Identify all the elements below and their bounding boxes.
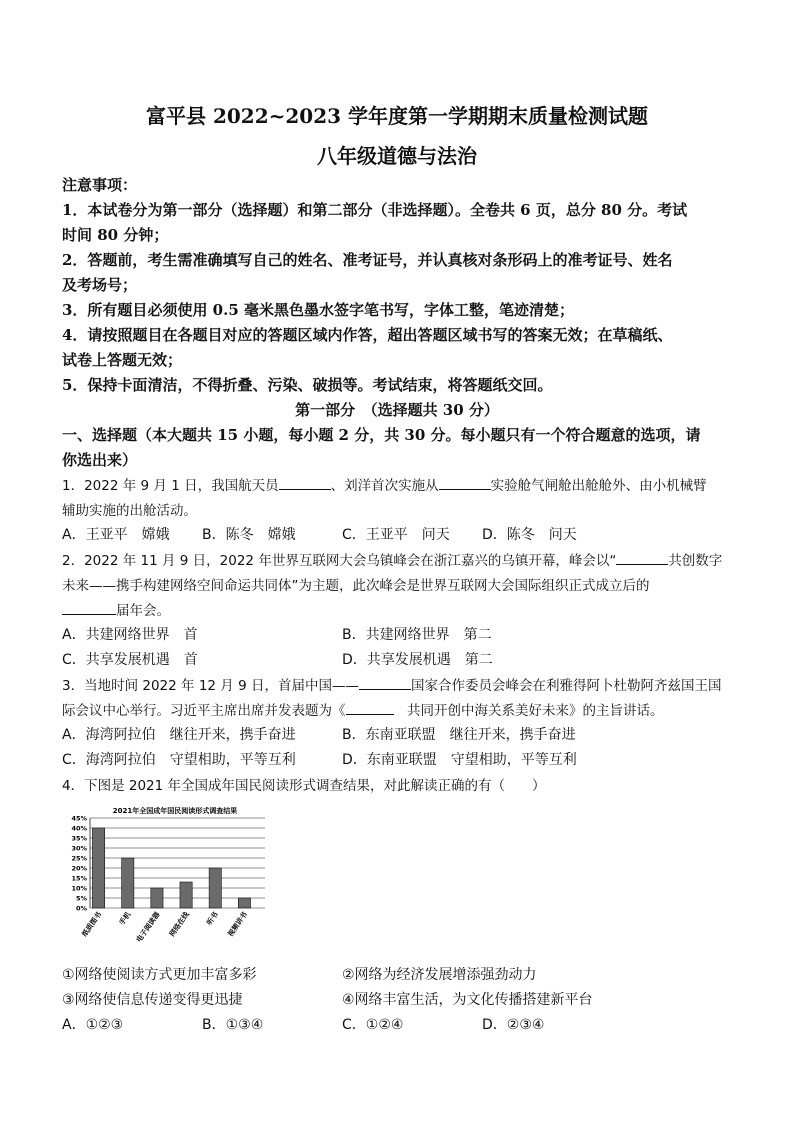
q3-option-d: D．东南亚联盟 守望相助，平等互利 <box>342 752 577 768</box>
section-heading-cont: 你选出来） <box>62 451 138 469</box>
question-2-stem: 2．2022 年 11 月 9 日，2022 年世界互联网大会乌镇峰会在浙江嘉兴的乌镇开幕，峰会以“ 共创数字 <box>62 549 722 569</box>
q2-option-a: A．共建网络世界 首 <box>62 627 198 643</box>
question-1-stem: 1．2022 年 9 月 1 日，我国航天员 、刘洋首次实施从 实验舱气闸舱出舱舱外、由小机械臂 <box>62 474 707 494</box>
y-tick-label: 30% <box>71 844 87 853</box>
y-tick-label: 0% <box>75 904 87 913</box>
answer-blank <box>62 600 116 615</box>
note-line: 5．保持卡面清洁，不得折叠、污染、破损等。考试结束，将答题纸交回。 <box>62 376 553 394</box>
section-heading: 一、选择题（本大题共 15 小题，每小题 2 分，共 30 分。每小题只有一个符合题意的选项，请 <box>62 426 701 444</box>
q3-option-b: B．东南亚联盟 继往开来，携手奋进 <box>342 727 576 743</box>
note-line: 及考场号； <box>62 276 138 294</box>
note-line: 试卷上答题无效； <box>62 351 183 369</box>
note-line: 4．请按照题目在各题目对应的答题区域内作答，超出答题区域书写的答案无效；在草稿纸、 <box>62 326 673 344</box>
y-tick-label: 5% <box>75 894 87 903</box>
x-tick-label: 视频讲书 <box>226 910 250 939</box>
q2-option-b: B．共建网络世界 第二 <box>342 627 492 643</box>
answer-blank <box>279 475 331 490</box>
q1-option-d: D．陈冬 问天 <box>482 527 577 543</box>
x-tick-label: 纸质图书 <box>80 910 104 939</box>
q3-option-a: A．海湾阿拉伯 继往开来，携手奋进 <box>62 727 296 743</box>
y-tick-label: 20% <box>71 864 87 873</box>
y-tick-label: 25% <box>71 854 87 863</box>
part1-heading: 第一部分 （选择题共 30 分） <box>295 401 499 419</box>
y-tick-label: 45% <box>71 814 87 823</box>
x-tick-label: 网络在线 <box>168 910 191 939</box>
question-4-stem: 4．下图是 2021 年全国成年国民阅读形式调查结果，对此解读正确的有（ ） <box>62 778 546 794</box>
q3-option-c: C．海湾阿拉伯 守望相助，平等互利 <box>62 752 296 768</box>
note-line: 3．所有题目必须使用 0.5 毫米黑色墨水签字笔书写，字体工整，笔迹清楚； <box>62 301 574 319</box>
q4-option-b: B．①③④ <box>202 1017 264 1033</box>
bar-电子阅读器 <box>151 888 163 908</box>
q4-statement-2: ②网络为经济发展增添强劲动力 <box>342 967 537 983</box>
q2-option-c: C．共享发展机遇 首 <box>62 652 198 668</box>
note-line: 1．本试卷分为第一部分（选择题）和第二部分（非选择题）。全卷共 6 页，总分 80 分。考试 <box>62 201 688 219</box>
question-2-stem-end: 届年会。 <box>62 599 170 619</box>
q2-option-d: D．共享发展机遇 第二 <box>342 652 493 668</box>
y-tick-label: 35% <box>71 834 87 843</box>
question-3-stem-cont: 际会议中心举行。习近平主席出席并发表题为《 共同开创中海关系美好未来》的主旨讲话。 <box>62 699 664 719</box>
q4-option-d: D．②③④ <box>482 1017 545 1033</box>
question-2-stem-cont: 未来——携手构建网络空间命运共同体”为主题，此次峰会是世界互联网大会国际组织正式成立后的 <box>62 578 650 594</box>
q1-option-c: C．王亚平 问天 <box>342 527 450 543</box>
answer-blank <box>616 550 668 565</box>
x-tick-label: 电子阅读器 <box>134 910 162 944</box>
q4-option-c: C．①②④ <box>342 1017 404 1033</box>
q1-option-b: B．陈冬 嫦娥 <box>202 527 296 543</box>
x-tick-label: 手机 <box>117 910 133 927</box>
exam-title: 富平县 2022~2023 学年度第一学期期末质量检测试题 <box>145 104 648 128</box>
bar-纸质图书 <box>92 828 104 908</box>
q4-statement-4: ④网络丰富生活，为文化传播搭建新平台 <box>342 992 593 1008</box>
answer-blank <box>439 475 491 490</box>
q4-statement-3: ③网络使信息传递变得更迅捷 <box>62 992 243 1008</box>
question-1-stem-cont: 辅助实施的出舱活动。 <box>62 503 197 519</box>
exam-subtitle: 八年级道德与法治 <box>317 144 477 168</box>
question-3-stem: 3．当地时间 2022 年 12 月 9 日，首届中国—— 国家合作委员会峰会在利雅得阿卜杜勒阿齐兹国王国 <box>62 674 721 694</box>
x-tick-label: 听书 <box>205 910 220 927</box>
bar-手机 <box>122 858 134 908</box>
y-tick-label: 40% <box>71 824 87 833</box>
reading-form-bar-chart <box>60 804 270 954</box>
q4-option-a: A．①②③ <box>62 1017 124 1033</box>
answer-blank <box>346 700 394 715</box>
bar-视频讲书 <box>238 898 250 908</box>
q4-statement-1: ①网络使阅读方式更加丰富多彩 <box>62 967 257 983</box>
notes-heading: 注意事项： <box>62 176 138 194</box>
chart-title: 2021年全国成年国民阅读形式调查结果 <box>112 807 238 815</box>
bar-听书 <box>209 868 221 908</box>
q1-option-a: A．王亚平 嫦娥 <box>62 527 170 543</box>
answer-blank <box>359 675 411 690</box>
y-tick-label: 10% <box>71 884 87 893</box>
y-tick-label: 15% <box>71 874 87 883</box>
note-line: 时间 80 分钟； <box>62 226 169 244</box>
bar-网络在线 <box>180 882 192 908</box>
note-line: 2．答题前，考生需准确填写自己的姓名、准考证号，并认真核对条形码上的准考证号、姓名 <box>62 251 673 269</box>
